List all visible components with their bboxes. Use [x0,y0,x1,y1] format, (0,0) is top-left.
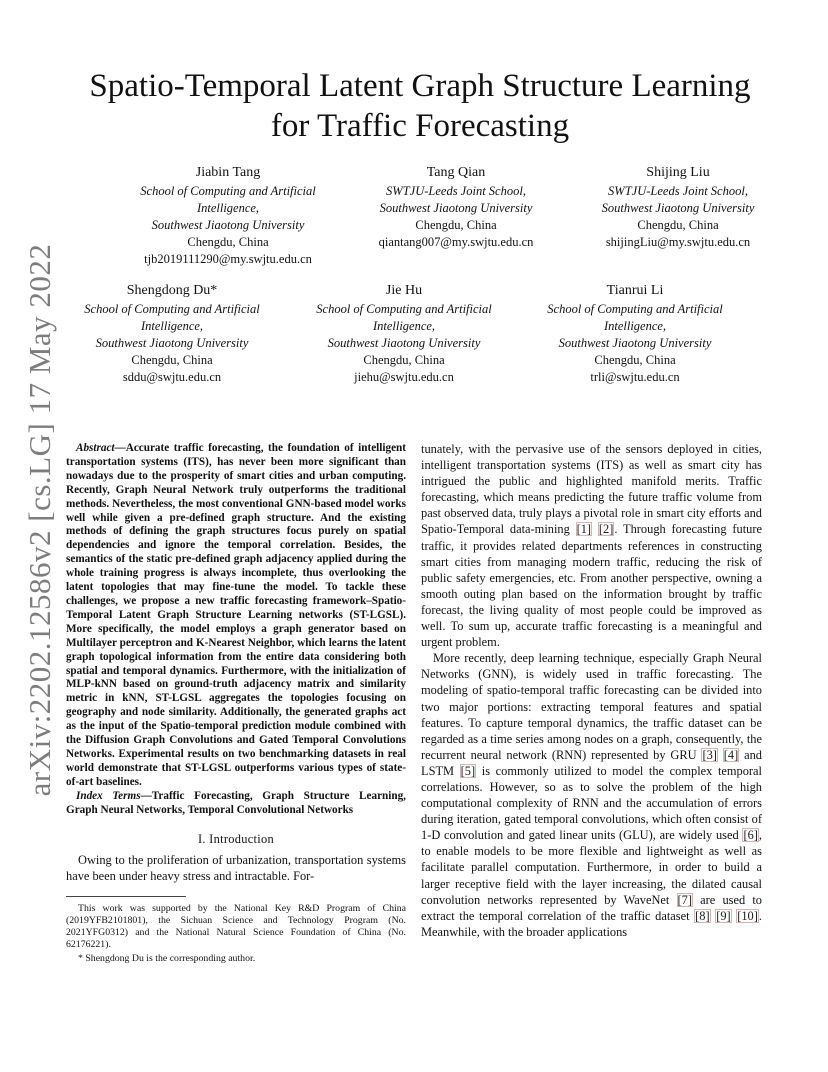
author-affiliation: School of Computing and Artificial [84,302,260,316]
author-affiliation: Southwest Jiaotong University [558,336,712,350]
author-name: Jiabin Tang [195,165,261,180]
paragraph-text: More recently, deep learning technique, especially Graph Neural Networks (GNN), is widely used in traffic forecasting. The modeling of spatio-temporal traffic forecasting can be divided into two major portions: extracting temporal features and spatial features. To capture temporal dynamics, the traffic dataset can be regarded as a time series among nodes on a graph, consequently, the recurrent neural network (RNN) represented by GRU [421,651,762,762]
citation-link[interactable]: [8] [695,908,710,923]
author-affiliation: Southwest Jiaotong University [151,218,305,232]
author-city: Chengdu, China [637,218,719,232]
author-block [336,164,576,251]
paragraph-text: are used to extract the temporal correlation of the traffic dataset [421,892,762,923]
author-name: Tang Qian [426,165,486,180]
author-affiliation: Southwest Jiaotong University [95,336,249,350]
author-name: Shengdong Du* [126,283,218,298]
author-block [515,282,755,386]
right-column [421,441,762,940]
author-name: Jie Hu [385,283,423,298]
author-affiliation: Southwest Jiaotong University [327,336,481,350]
author-city: Chengdu, China [363,353,445,367]
footnote-divider [66,896,186,897]
abstract-label: Abstract [76,442,115,454]
section-heading-text: I. Introduction [197,832,275,847]
intro-paragraph: Owing to the proliferation of urbanization, transportation systems have been under heavy stress and intractable. For- [66,852,406,883]
author-email: sddu@swjtu.edu.cn [122,370,222,384]
citation-link[interactable]: [1] [576,522,592,537]
arxiv-identifier-text: arXiv:2202.12586v2 [cs.LG] 17 May 2022 [22,243,57,797]
citation-link[interactable]: [5] [460,763,476,778]
section-heading [66,831,406,847]
author-block [568,164,788,251]
abstract-body: —Accurate traffic forecasting, the foundation of intelligent transportation systems (ITS), has never been more significant than nowadays due to the prosperity of smart cities and urban computing. Recently, Graph Neural Network truly outperforms the traditional methods. Nevertheless, the most conventional GNN-based model works well while given a pre-defined graph structure. And the existing methods of defining the graph structures focus purely on spatial dependencies and ignore the temporal correlation. Besides, the semantics of the static pre-defined graph adjacency applied during the whole training progress is always incomplete, thus overlooking the latent topologies that may fine-tune the model. To tackle these challenges, we propose a new traffic forecasting framework–Spatio-Temporal Latent Graph Structure Learning networks (ST-LGSL). More specifically, the model employs a graph generator based on Multilayer perceptron and K-Nearest Neighbor, which learns the latent graph topological information from the entire data considering both spatial and temporal dynamics. Furthermore, with the initialization of MLP-kNN based on ground-truth adjacency matrix and similarity metric in kNN, ST-LGSL aggregates the topologies focusing on geography and node similarity. Additionally, the generated graphs act as the input of the Spatio-temporal prediction module combined with the Diffusion Graph Convolutions and Gated Temporal Convolutions Networks. Experimental results on two benchmarking datasets in real world demonstrate that ST-LGSL outperforms various types of state-of-art baselines. [66,442,406,788]
author-affiliation: School of Computing and Artificial [547,302,723,316]
author-email: qiantang007@my.swjtu.edu.cn [378,235,534,249]
paper-title: Spatio-Temporal Latent Graph Structure Learning for Traffic Forecasting [89,68,751,144]
author-affiliation: SWTJU-Leeds Joint School, [386,184,526,198]
paragraph-text: . Meanwhile, with the broader applications [421,908,762,939]
citation-link[interactable]: [2] [598,522,614,537]
citation-link[interactable]: [7] [677,892,692,907]
index-terms [66,790,406,818]
citation-link[interactable]: [9] [716,908,731,923]
citation-link[interactable]: [3] [702,747,717,762]
citation-link[interactable]: [6] [743,828,758,843]
author-affiliation: Intelligence, [140,319,204,333]
footnote-corresponding: * Shengdong Du is the corresponding author. [78,952,256,964]
author-city: Chengdu, China [131,353,213,367]
left-column [66,442,406,965]
index-terms-body: —Traffic Forecasting, Graph Structure Learning, Graph Neural Networks, Temporal Convolutional Networks [66,789,406,816]
author-affiliation: Intelligence, [196,201,260,215]
author-city: Chengdu, China [415,218,497,232]
intro-paragraph [421,441,762,650]
author-block [108,164,348,268]
author-name: Shijing Liu [646,165,710,180]
paragraph-text: . Through forecasting future traffic, it provides related departments references in constructing smart cities from managing modern traffic, reducing the risk of public safety emergencies, etc. From another perspective, owning a smooth outing plan based on the information brought by traffic forecast, the living quality of most people could be improved as well. To sum up, accurate traffic forecasting is a meaningful and urgent problem. [421,522,762,650]
author-affiliation: SWTJU-Leeds Joint School, [608,184,748,198]
author-email: trli@swjtu.edu.cn [590,370,680,384]
paragraph-text: and LSTM [421,747,762,778]
author-email: shijingLiu@my.swjtu.edu.cn [605,235,751,249]
author-name: Tianrui Li [606,283,664,298]
index-terms-label: Index Terms [76,789,141,802]
intro-paragraph [421,650,762,940]
abstract [66,442,406,790]
author-city: Chengdu, China [594,353,676,367]
author-email: jiehu@swjtu.edu.cn [354,370,454,384]
citation-link[interactable]: [10] [737,908,758,923]
footnote-funding: This work was supported by the National Key R&D Program of China (2019YFB2101801), the Sichuan Science and Technology Program (No. 2021YFG0312) and the National Natural Science Foundation of China (No. 62176221). [66,902,406,950]
paragraph-text: , to enable models to be more flexible and lightweight as well as facilitate parallel computation. Furthermore, in order to build a larger receptive field with the layer increasing, the dilated causal convolution networks represented by WaveNet [421,828,762,907]
author-affiliation: School of Computing and Artificial [316,302,492,316]
citation-link[interactable]: [4] [723,747,739,762]
author-affiliation: Intelligence, [603,319,667,333]
author-city: Chengdu, China [187,235,269,249]
author-email: tjb2019111290@my.swjtu.edu.cn [144,252,312,266]
author-affiliation: Intelligence, [372,319,436,333]
author-affiliation: Southwest Jiaotong University [379,201,533,215]
author-block [284,282,524,386]
author-affiliation: School of Computing and Artificial [140,184,316,198]
author-block [52,282,292,386]
paragraph-text: is commonly utilized to model the complex temporal correlations. However, so as to solve the problem of the high computational complexity of RNN and the accumulation of errors during iteration, gated temporal convolutions, which often consist of 1-D convolution and gated linear units (GLU), are widely used [421,763,762,843]
author-affiliation: Southwest Jiaotong University [601,201,755,215]
paragraph-text: tunately, with the pervasive use of the sensors deployed in cities, intelligent transportation systems (ITS) as well as smart city has intrigued the public and highlighted manifold merits. Traffic forecasting, which means predicting the future traffic volume from past observed data, truly plays a pivotal role in smart city efforts and Spatio-Temporal data-mining [421,442,762,537]
